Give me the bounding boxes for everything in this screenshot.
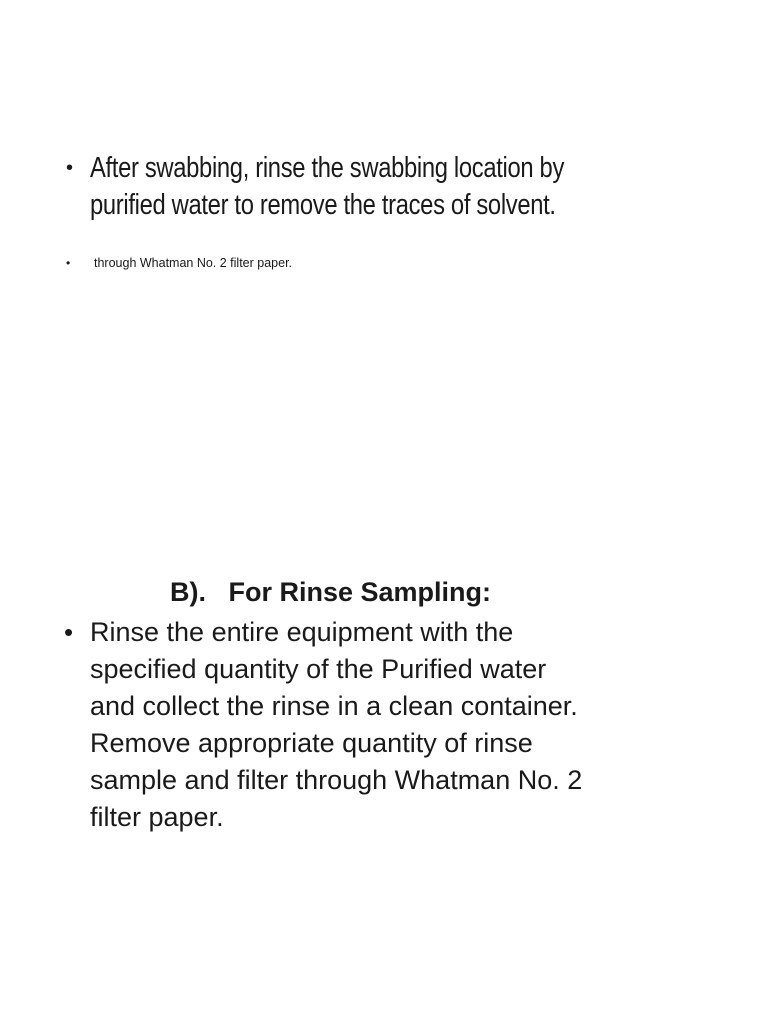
bullet-icon: • [66, 157, 74, 179]
list-item-text: through Whatman No. 2 filter paper. [94, 256, 293, 270]
section-heading: B). For Rinse Sampling: [170, 577, 492, 607]
list-item-text: Rinse the entire equipment with the specified quantity of the Purified water and collect the rinse in a clean container. Remove appropriate quantity of rinse sample and filter through Whatman No. 2 filter paper. [90, 617, 583, 832]
list-item-text: After swabbing, rinse the swabbing location by purified water to remove the traces of solvent. [90, 152, 565, 221]
bullet-icon: • [66, 256, 71, 270]
bullet-icon: • [64, 617, 74, 647]
